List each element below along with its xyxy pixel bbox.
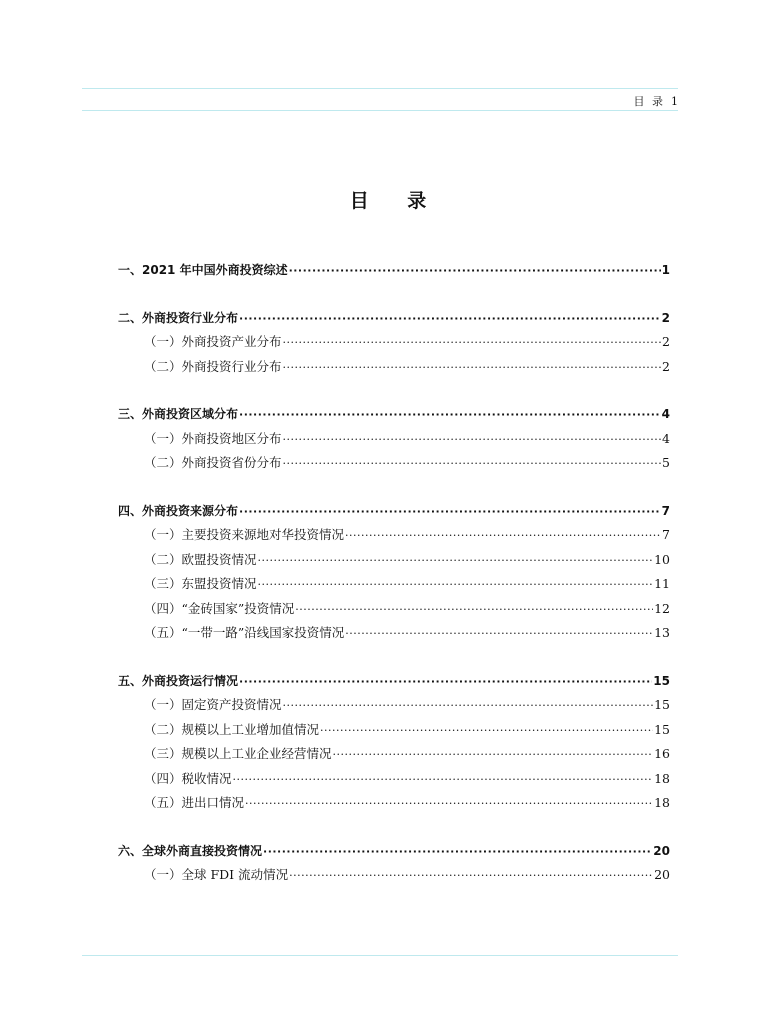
toc-chapter-entry-title: 二、外商投资行业分布: [118, 310, 239, 325]
toc-subsection-entry-title: （五）“一带一路”沿线国家投资情况: [144, 625, 345, 640]
header-rule-top: [82, 88, 678, 89]
dot-leader: [245, 792, 653, 817]
toc-subsection-entry-title: （三）规模以上工业企业经营情况: [144, 746, 332, 761]
toc-subsection-entry-page-number: 20: [654, 867, 670, 882]
dot-leader: [258, 573, 654, 598]
toc-chapter-entry-title: 四、外商投资来源分布: [118, 503, 239, 518]
toc-subsection-entry-page-number: 7: [662, 527, 670, 542]
toc-chapter-entry-title: 三、外商投资区域分布: [118, 407, 239, 421]
running-head-label: 目 录: [633, 95, 665, 108]
dot-leader: [233, 768, 654, 793]
toc-subsection-entry[interactable]: [118, 621, 670, 646]
toc-subsection-entry-page-number: 15: [654, 721, 670, 737]
toc-subsection-entry-title: （二）规模以上工业增加值情况: [144, 721, 320, 737]
dot-leader: [295, 598, 653, 623]
toc-subsection-entry-title: （五）进出口情况: [144, 795, 245, 810]
toc-subsection-entry-title: （四）“金砖国家”投资情况: [144, 600, 295, 616]
footer-rule: [82, 955, 678, 956]
toc-subsection-entry[interactable]: [118, 451, 670, 476]
toc-chapter-entry[interactable]: [118, 402, 670, 427]
toc-chapter-entry-page-number: 20: [653, 843, 670, 858]
toc-subsection-entry-title: （一）主要投资来源地对华投资情况: [144, 527, 345, 542]
toc-subsection-entry-title: （一）外商投资产业分布: [144, 334, 282, 349]
toc-subsection-entry-page-number: 5: [662, 455, 670, 470]
toc-subsection-entry-title: （三）东盟投资情况: [144, 576, 257, 591]
running-head-page-number: 1: [671, 95, 678, 108]
toc-subsection-entry-page-number: 2: [662, 334, 670, 349]
dot-leader: [289, 864, 653, 889]
dot-leader: [345, 622, 653, 647]
toc-subsection-entry-title: （一）外商投资地区分布: [144, 430, 282, 446]
toc-subsection-entry-page-number: 16: [654, 746, 670, 761]
dot-leader: [283, 694, 654, 719]
toc-subsection-entry-title: （一）固定资产投资情况: [144, 697, 282, 712]
toc-section: [118, 402, 670, 476]
dot-leader: [239, 670, 652, 695]
dot-leader: [345, 524, 661, 549]
toc-subsection-entry-title: （二）欧盟投资情况: [144, 551, 257, 567]
toc-subsection-entry-page-number: 18: [654, 795, 670, 810]
dot-leader: [239, 403, 661, 428]
toc-chapter-entry[interactable]: [118, 669, 670, 694]
running-head: [82, 93, 678, 109]
toc-subsection-entry[interactable]: [118, 742, 670, 767]
toc-subsection-entry[interactable]: [118, 330, 670, 355]
dot-leader: [320, 719, 653, 744]
dot-leader: [283, 428, 662, 453]
toc-section: [118, 669, 670, 816]
toc-subsection-entry[interactable]: [118, 523, 670, 548]
header-rule-bottom: [82, 110, 678, 111]
toc-subsection-entry-page-number: 4: [662, 430, 670, 446]
toc-section: [118, 306, 670, 380]
toc-subsection-entry[interactable]: [118, 597, 670, 622]
dot-leader: [283, 331, 662, 356]
toc-chapter-entry-page-number: 1: [661, 263, 670, 277]
toc-subsection-entry[interactable]: [118, 693, 670, 718]
toc-chapter-entry[interactable]: [118, 306, 670, 331]
toc-subsection-entry[interactable]: [118, 427, 670, 452]
toc-chapter-entry-title: 五、外商投资运行情况: [118, 673, 239, 688]
toc-section: [118, 258, 670, 283]
toc-chapter-entry-page-number: 4: [661, 407, 670, 421]
toc-subsection-entry[interactable]: [118, 863, 670, 888]
toc-chapter-entry-title: 一、2021 年中国外商投资综述: [118, 263, 288, 277]
toc-chapter-entry-page-number: 15: [653, 673, 670, 688]
dot-leader: [283, 356, 662, 381]
toc-subsection-entry-page-number: 15: [654, 697, 670, 712]
toc-chapter-entry[interactable]: [118, 258, 670, 283]
toc-subsection-entry-page-number: 12: [654, 600, 670, 616]
toc-chapter-entry[interactable]: [118, 839, 670, 864]
toc-subsection-entry-page-number: 11: [654, 576, 670, 591]
toc-section: [118, 839, 670, 888]
toc-chapter-entry-page-number: 7: [661, 503, 670, 518]
toc-subsection-entry-page-number: 18: [654, 770, 670, 786]
dot-leader: [333, 743, 654, 768]
dot-leader: [239, 307, 661, 332]
toc-subsection-entry-title: （二）外商投资行业分布: [144, 358, 282, 374]
page-title: 目 录: [349, 190, 443, 212]
dot-leader: [263, 840, 652, 865]
toc-subsection-entry[interactable]: [118, 355, 670, 380]
toc-subsection-entry[interactable]: [118, 767, 670, 792]
toc-subsection-entry-page-number: 2: [662, 358, 670, 374]
table-of-contents: [118, 258, 670, 911]
toc-subsection-entry-title: （一）全球 FDI 流动情况: [144, 867, 289, 882]
toc-subsection-entry[interactable]: [118, 548, 670, 573]
toc-subsection-entry-title: （二）外商投资省份分布: [144, 455, 282, 470]
toc-chapter-entry-page-number: 2: [661, 310, 670, 325]
toc-chapter-entry[interactable]: [118, 499, 670, 524]
toc-subsection-entry-title: （四）税收情况: [144, 770, 232, 786]
toc-subsection-entry[interactable]: [118, 718, 670, 743]
toc-subsection-entry-page-number: 13: [654, 625, 670, 640]
toc-section: [118, 499, 670, 646]
toc-subsection-entry-page-number: 10: [654, 551, 670, 567]
dot-leader: [283, 452, 662, 477]
dot-leader: [289, 259, 661, 284]
dot-leader: [258, 549, 654, 574]
toc-subsection-entry[interactable]: [118, 572, 670, 597]
toc-chapter-entry-title: 六、全球外商直接投资情况: [118, 843, 263, 858]
dot-leader: [239, 500, 661, 525]
toc-subsection-entry[interactable]: [118, 791, 670, 816]
